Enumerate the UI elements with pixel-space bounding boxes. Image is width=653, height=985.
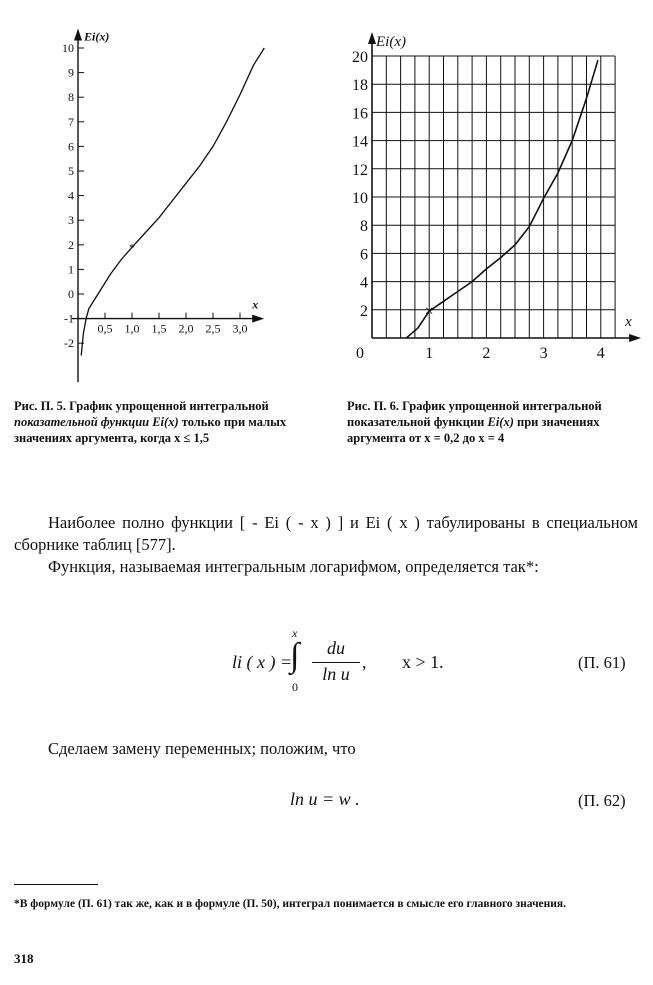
y-tick-label: 7	[68, 114, 74, 129]
y-tick-label: 16	[352, 105, 368, 123]
formula-li-denominator: ln u	[322, 664, 350, 684]
formula-li-numerator: du	[327, 638, 345, 658]
y-tick-label: 8	[68, 90, 74, 105]
figure-6-caption-italic: Ei(x)	[487, 415, 514, 429]
x-tick-label: 2,5	[205, 321, 221, 336]
formula-li-condition: x > 1.	[402, 652, 444, 672]
figure-5-caption	[14, 398, 326, 446]
x-tick-label: 2,0	[178, 321, 194, 336]
x-axis-label: x	[252, 297, 259, 312]
y-tick-label: 6	[68, 139, 74, 154]
y-tick-label: 2	[360, 302, 368, 320]
y-tick-label: 1	[68, 262, 74, 277]
x-tick-label: 1	[425, 345, 434, 362]
y-axis-arrow	[74, 28, 82, 40]
y-tick-label: 3	[68, 213, 74, 228]
paragraph-2: Функция, называемая интегральным логарифмом, определяется так*:	[48, 557, 539, 576]
x-tick-label: 3,0	[232, 321, 248, 336]
y-tick-label: -1	[64, 311, 74, 326]
x-axis-arrow	[629, 334, 641, 342]
y-tick-label: 20	[352, 49, 368, 66]
formula-li-integral-sign: ∫	[290, 637, 300, 674]
y-tick-label: 4	[68, 188, 74, 203]
y-tick-label: 0	[68, 287, 74, 301]
data-marker: ×	[424, 303, 434, 321]
figure-6-caption-suffix: при значениях аргумента от x = 0,2 до x = 4	[347, 415, 600, 445]
ei-curve	[406, 60, 598, 338]
y-tick-label: 18	[352, 77, 368, 95]
y-tick-label: 14	[352, 133, 368, 151]
footnote: *В формуле (П. 61) так же, как и в формуле (П. 50), интеграл понимается в смысле его главного значения.	[14, 898, 567, 910]
page-number: 318	[14, 951, 34, 966]
formula-li-comma: ,	[362, 652, 367, 672]
data-marker: *	[129, 240, 135, 255]
figure-5-caption-italic: показательной функции Ei(x)	[14, 415, 179, 429]
y-tick-label: 10	[62, 41, 74, 55]
figure-5-caption-prefix: Рис. П. 5. График упрощенной интегральной	[14, 399, 269, 413]
paragraph-3: Сделаем замену переменных; положим, что	[48, 739, 356, 758]
y-tick-label: 12	[352, 161, 368, 179]
y-axis-label: Ei(x)	[376, 34, 406, 50]
x-tick-label: 3	[539, 345, 548, 362]
formula-substitution: ln u = w .	[290, 789, 360, 809]
x-tick-label: 2	[482, 345, 491, 362]
formula-li-lower-limit: 0	[292, 680, 298, 694]
figure-6-caption-prefix: Рис. П. 6. График упрощенной интегральной показательной функции	[347, 399, 602, 429]
y-tick-label: 8	[360, 218, 368, 236]
y-tick-label: -2	[64, 336, 74, 351]
y-tick-label: 4	[360, 274, 368, 292]
x-axis-arrow	[252, 315, 264, 323]
y-tick-label: 10	[352, 190, 368, 207]
x-axis-label: x	[625, 314, 632, 330]
formula-li-upper-limit: x	[292, 626, 298, 640]
figure-5-caption-suffix: только при малых значениях аргумента, когда x ≤ 1,5	[14, 415, 287, 445]
equation-number-61: (П. 61)	[578, 653, 626, 672]
figure-6-caption	[347, 398, 639, 446]
y-tick-label: 5	[68, 164, 74, 178]
y-axis-label: Ei(x)	[84, 29, 110, 44]
x-tick-label: 0	[356, 345, 364, 362]
x-tick-label: 0,5	[97, 321, 113, 336]
paragraph-1: Наиболее полно функции [ - Ei ( - x ) ] и Ei ( x ) табулированы в специальном сборнике таблиц [577].	[14, 513, 638, 554]
equation-number-62: (П. 62)	[578, 791, 626, 810]
formula-li	[232, 626, 462, 696]
x-tick-label: 1,5	[151, 321, 167, 336]
footnote-rule	[14, 884, 98, 885]
formula-li-lhs: li ( x ) =	[232, 652, 293, 672]
y-axis-arrow	[368, 32, 376, 44]
y-tick-label: 2	[68, 237, 74, 252]
ei-curve	[81, 48, 264, 356]
formula-li-fraction-bar	[312, 662, 360, 663]
x-tick-label: 4	[596, 345, 605, 362]
figure-5-chart	[0, 0, 320, 395]
y-tick-label: 9	[68, 65, 74, 80]
y-tick-label: 6	[360, 246, 368, 264]
x-tick-label: 1,0	[124, 321, 140, 336]
figure-6-chart	[330, 0, 653, 380]
